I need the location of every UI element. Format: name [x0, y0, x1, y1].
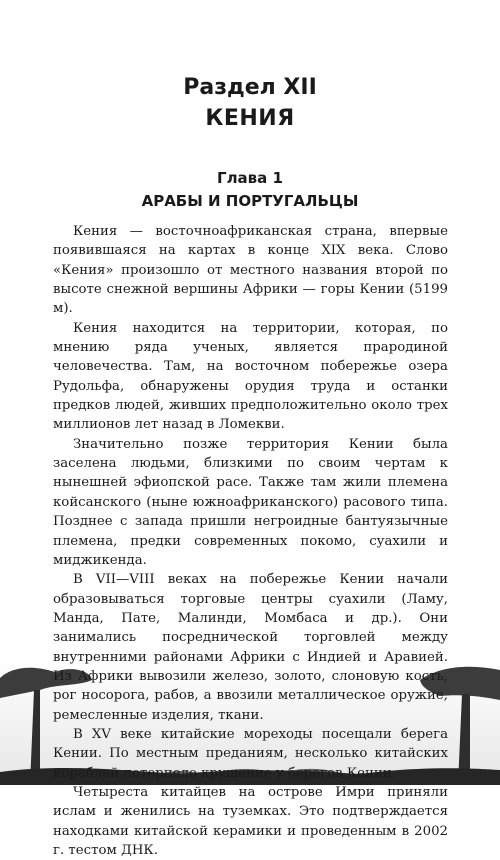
section-heading	[0, 74, 500, 136]
chapter-heading	[0, 167, 500, 213]
paragraph: Кения — восточноафриканская страна, впервые появившаяся на картах в конце XIX века. Слово «Кения» произошло от местного названия второй по высоте снежной вершины Африки — горы Кении (5199 м).	[53, 224, 448, 317]
paragraph: В XV веке китайские мореходы посещали берега Кении. По местным преданиям, несколько китайских кораблей потерпело крушение у берегов Кении.	[53, 726, 448, 781]
chapter-title: АРАБЫ И ПОРТУГАЛЬЦЫ	[141, 192, 359, 210]
paragraph: Четыреста китайцев на острове Имри приняли ислам и женились на туземках. Это подтверждается находками китайской керамики и проведенным в 2002 г. тестом ДНК.	[53, 784, 448, 858]
paragraph: Значительно позже территория Кении была заселена людьми, близкими по своим чертам к нынешней эфиопской расе. Также там жили племена койсанского (ныне южноафриканского) расового типа. Позднее с запада пришли негроидные бантуязычные племена, предки современных покомо, суахили и миджикенда.	[53, 436, 448, 568]
section-title: КЕНИЯ	[205, 106, 295, 131]
section-number: Раздел XII	[183, 75, 317, 100]
paragraph: Кения находится на территории, которая, по мнению ряда ученых, является прародиной человечества. Там, на восточном побережье озера Рудольфа, обнаружены орудия труда и останки предков людей, живших предположительно около трех миллионов лет назад в Ломекви.	[53, 320, 448, 433]
chapter-number: Глава 1	[217, 169, 283, 187]
chapter-body	[53, 222, 448, 860]
paragraph: В VII—VIII веках на побережье Кении начали образовываться торговые центры суахили (Ламу, Манда, Пате, Малинди, Момбаса и др.). Они занимались посреднической торговлей между внутренними районами Африки с Индией и Аравией. Из Африки вывозили железо, золото, слоновую кость, рог носорога, рабов, а ввозили металлическое оружие, ремесленные изделия, ткани.	[53, 572, 448, 723]
